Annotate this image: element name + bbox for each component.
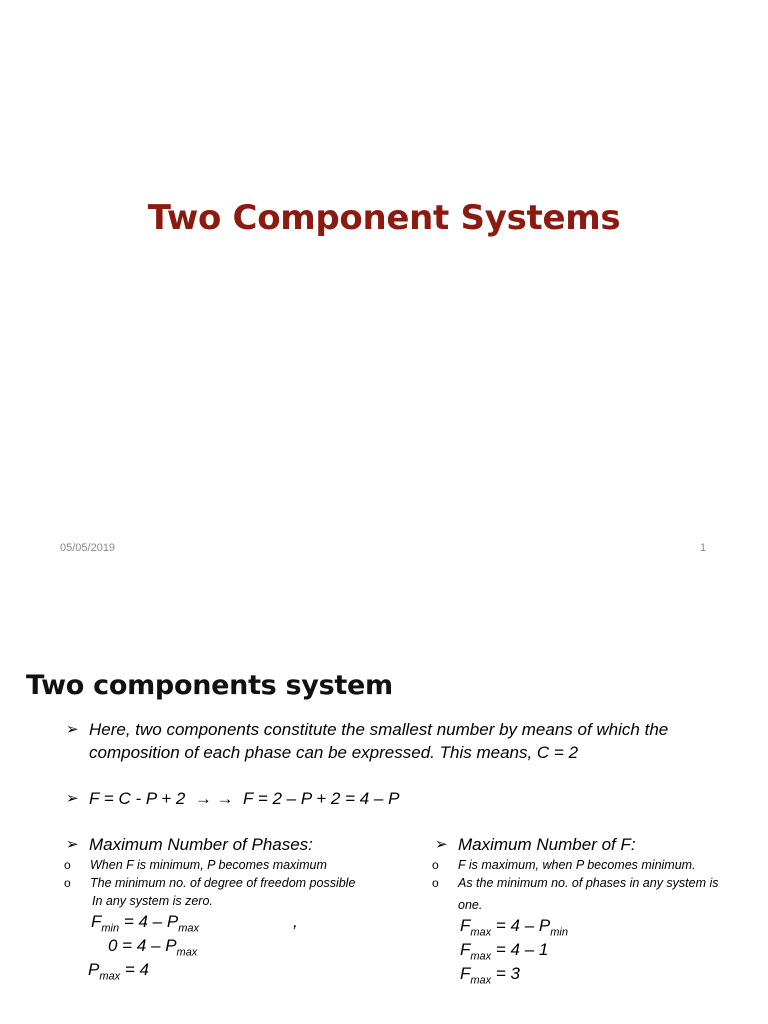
circle-bullet-icon: o <box>432 876 439 890</box>
right-point-2: o As the minimum no. of phases in any system is <box>432 876 719 890</box>
eq-fmax-1: $F_{max} = 4 - P_{min}$ <box>460 916 568 939</box>
left-point-2: o The minimum no. of degree of freedom possible <box>64 876 356 890</box>
intro-line-1: Here, two components constitute the smallest number by means of which the <box>89 720 669 739</box>
eq-fmax-2: $F_{max} = 4 - 1$ <box>460 940 549 963</box>
eq-pmax: $P_{max} = 4$ <box>88 960 149 983</box>
bullet-arrow-icon: ➢ <box>66 836 79 853</box>
slide-date: 05/05/2019 <box>60 542 116 554</box>
left-heading-bullet <box>66 833 389 856</box>
left-heading: Maximum Number of Phases: <box>89 835 313 854</box>
bullet-arrow-icon: ➢ <box>66 790 79 807</box>
circle-bullet-icon: o <box>64 876 71 890</box>
slide-title: Two Component Systems <box>147 198 621 238</box>
phase-rule-left: F = C - P + 2 <box>89 789 186 808</box>
intro-line-2: composition of each phase can be expressed. This means, C = 2 <box>89 743 579 762</box>
content-slide <box>0 640 768 1024</box>
circle-bullet-icon: o <box>432 858 439 872</box>
right-point-1: o F is maximum, when P becomes minimum. <box>432 858 696 872</box>
right-heading-bullet <box>435 833 758 856</box>
eq-zero: $0 = 4 - P_{max}$ <box>108 936 198 959</box>
double-arrow-icon: → → <box>190 789 239 808</box>
phase-rule-right: F = 2 – P + 2 = 4 – P <box>243 789 400 808</box>
left-point-2-cont: In any system is zero. <box>92 894 213 908</box>
circle-bullet-icon: o <box>64 858 71 872</box>
bullet-arrow-icon: ➢ <box>435 836 448 853</box>
slide-heading: Two components system <box>26 670 393 701</box>
slide-page-number: 1 <box>700 542 707 554</box>
phase-rule-bullet <box>66 787 689 810</box>
eq-fmin: $F_{min} = 4 - P_{max}$ <box>91 912 199 935</box>
bullet-arrow-icon: ➢ <box>66 721 79 738</box>
eq-fmax-3: $F_{max} = 3$ <box>460 964 521 987</box>
right-point-2-cont: one. <box>458 898 483 912</box>
eq-comma: , <box>293 912 298 931</box>
right-heading: Maximum Number of F: <box>458 835 636 854</box>
left-point-1: o When F is minimum, P becomes maximum <box>64 858 327 872</box>
intro-bullet <box>66 718 729 741</box>
